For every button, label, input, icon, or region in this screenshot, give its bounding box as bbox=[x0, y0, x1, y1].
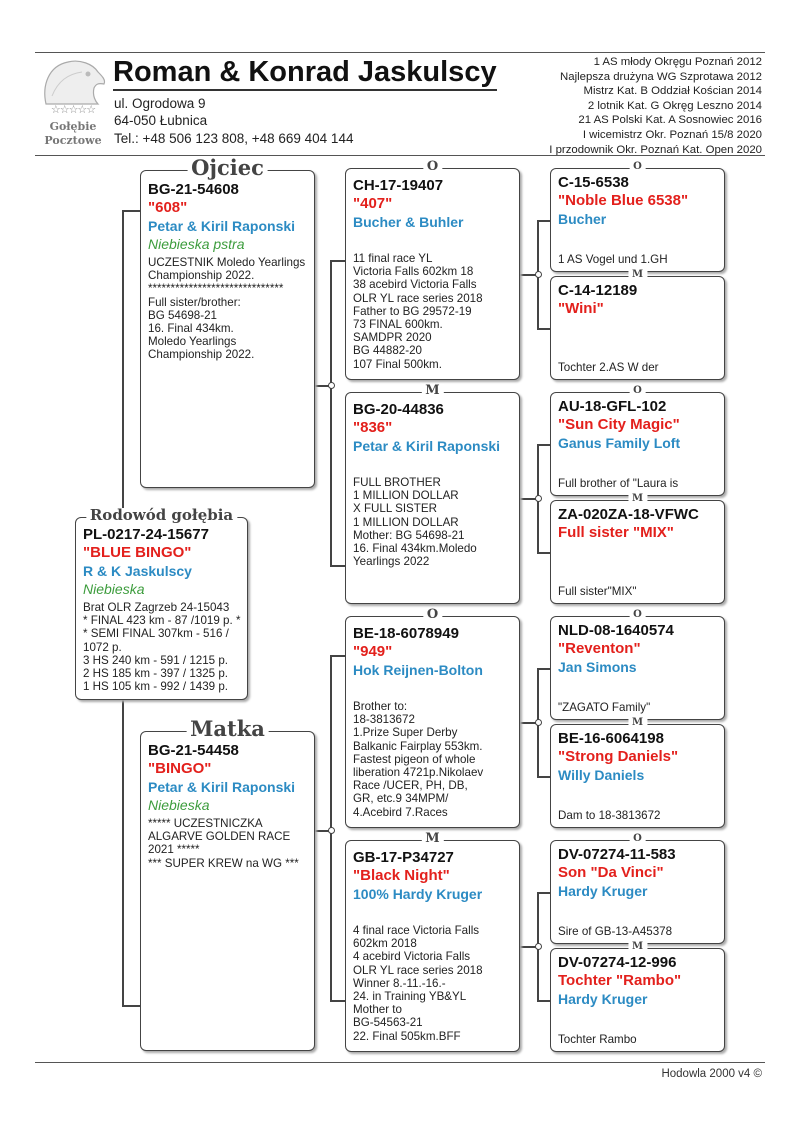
connector-node bbox=[535, 271, 542, 278]
ring-number: DV-07274-12-996 bbox=[558, 954, 677, 971]
note-line: 73 FINAL 600km. bbox=[353, 318, 443, 332]
connector-line bbox=[330, 565, 345, 567]
award-line: 21 AS Polski Kat. A Sosnowiec 2016 bbox=[578, 114, 762, 127]
connector-line bbox=[122, 210, 140, 212]
address-street: ul. Ogrodowa 9 bbox=[114, 96, 206, 111]
connector-node bbox=[535, 943, 542, 950]
pigeon-name: "Sun City Magic" bbox=[558, 416, 680, 433]
box-label: M bbox=[628, 494, 647, 504]
feather-color: Niebieska pstra bbox=[148, 236, 245, 252]
box-label: O bbox=[629, 834, 646, 844]
pigeon-name: "608" bbox=[148, 199, 188, 216]
connector-line bbox=[122, 1005, 140, 1007]
note-line: 4 acebird Victoria Falls bbox=[353, 950, 471, 964]
ring-number: AU-18-GFL-102 bbox=[558, 398, 667, 415]
note-line: 1072 p. bbox=[83, 640, 122, 654]
note-line: 4.Acebird 7.Races bbox=[353, 805, 448, 819]
header-divider bbox=[35, 155, 765, 156]
connector-node bbox=[328, 382, 335, 389]
note-line: Fastest pigeon of whole bbox=[353, 752, 476, 766]
connector-line bbox=[537, 892, 550, 894]
note-line: 11 final race YL bbox=[353, 252, 433, 265]
note-line: GR, etc.9 34MPM/ bbox=[353, 792, 449, 806]
owner-name: 100% Hardy Kruger bbox=[353, 886, 483, 902]
logo-text-line1: Gołębie bbox=[49, 120, 97, 133]
ring-number: BE-16-6064198 bbox=[558, 730, 664, 747]
connector-line bbox=[330, 260, 332, 565]
grandparent-card bbox=[345, 168, 520, 380]
award-line: 1 AS młody Okręgu Poznań 2012 bbox=[593, 56, 762, 68]
note-line: *** SUPER KREW na WG *** bbox=[148, 856, 299, 870]
connector-line bbox=[537, 1000, 550, 1002]
box-label: Ojciec bbox=[187, 157, 268, 178]
connector-line bbox=[330, 1000, 345, 1002]
note-line: Balkanic Fairplay 553km. bbox=[353, 739, 483, 753]
note-line: ALGARVE GOLDEN RACE bbox=[148, 830, 291, 844]
connector-line bbox=[537, 444, 550, 446]
ring-number: PL-0217-24-15677 bbox=[83, 526, 209, 543]
great-grandparent-card bbox=[550, 616, 725, 720]
ring-number: NLD-08-1640574 bbox=[558, 622, 674, 639]
ring-number: C-15-6538 bbox=[558, 174, 629, 191]
great-grandparent-card bbox=[550, 168, 725, 272]
note-line: Full sister/brother: bbox=[148, 295, 241, 309]
box-label: O bbox=[629, 162, 646, 172]
connector-node bbox=[535, 495, 542, 502]
note-line: X FULL SISTER bbox=[353, 502, 437, 516]
note-line: Winner 8.-11.-16.- bbox=[353, 976, 446, 990]
owner-name: Bucher & Buhler bbox=[353, 214, 464, 230]
pedigree-notes bbox=[558, 1033, 637, 1046]
award-line: I wicemistrz Okr. Poznań 15/8 2020 bbox=[582, 128, 762, 141]
box-label: O bbox=[629, 610, 646, 620]
owner-name: Petar & Kiril Raponski bbox=[148, 218, 296, 234]
note-line: Mother: BG 54698-21 bbox=[353, 528, 465, 542]
pedigree-notes bbox=[558, 477, 678, 490]
note-line: Championship 2022. bbox=[148, 348, 255, 362]
connector-line bbox=[537, 776, 550, 778]
note-line: 4 final race Victoria Falls bbox=[353, 924, 480, 937]
note-line: Victoria Falls 602km 18 bbox=[353, 265, 474, 279]
ring-number: BG-20-44836 bbox=[353, 401, 444, 418]
pigeon-name: "BLUE BINGO" bbox=[83, 544, 192, 561]
award-line: I przodownik Okr. Poznań Kat. Open 2020 bbox=[549, 143, 762, 156]
great-grandparent-card bbox=[550, 840, 725, 944]
note-line: FULL BROTHER bbox=[353, 476, 441, 489]
box-label: M bbox=[421, 384, 443, 397]
note-line: Brother to: bbox=[353, 700, 408, 713]
pigeon-name: "BINGO" bbox=[148, 760, 212, 777]
box-label: O bbox=[423, 608, 442, 621]
ring-number: ZA-020ZA-18-VFWC bbox=[558, 506, 699, 523]
owner-name bbox=[558, 542, 718, 560]
box-label: O bbox=[423, 160, 442, 173]
pedigree-notes bbox=[558, 585, 636, 598]
pedigree-notes bbox=[83, 601, 241, 693]
great-grandparent-card bbox=[550, 500, 725, 604]
owner-name: Petar & Kiril Raponski bbox=[353, 438, 501, 454]
owner-name bbox=[558, 318, 718, 336]
note-line: 1 MILLION DOLLAR bbox=[353, 489, 459, 503]
note-line: SAMDPR 2020 bbox=[353, 331, 432, 345]
note-line: 38 acebird Victoria Falls bbox=[353, 278, 477, 292]
phone-numbers: Tel.: +48 506 123 808, +48 669 404 144 bbox=[114, 131, 354, 146]
award-line: Najlepsza drużyna WG Szprotawa 2012 bbox=[560, 70, 762, 83]
awards-list bbox=[549, 55, 762, 157]
note-line: UCZESTNIK Moledo Yearlings bbox=[148, 256, 306, 269]
box-label: M bbox=[628, 718, 647, 728]
feather-color: Niebieska bbox=[148, 797, 210, 813]
box-label: M bbox=[421, 832, 443, 845]
connector-line bbox=[537, 668, 550, 670]
top-divider bbox=[35, 52, 765, 53]
owner-name: Ganus Family Loft bbox=[558, 435, 681, 451]
pigeon-name: Full sister "MIX" bbox=[558, 524, 674, 541]
connector-line bbox=[330, 260, 345, 262]
connector-line bbox=[537, 220, 550, 222]
note-line: ***** UCZESTNICZKA bbox=[148, 817, 263, 830]
address-city: 64-050 Łubnica bbox=[114, 113, 208, 128]
great-grandparent-card bbox=[550, 948, 725, 1052]
note-line: Yearlings 2022 bbox=[353, 555, 430, 569]
note-line: 1 MILLION DOLLAR bbox=[353, 515, 459, 529]
box-label: O bbox=[629, 386, 646, 396]
note-line: 16. Final 434km.Moledo bbox=[353, 542, 477, 556]
note-line: 16. Final 434km. bbox=[148, 322, 234, 336]
award-line: Mistrz Kat. B Oddział Kościan 2014 bbox=[583, 85, 762, 98]
sire-card bbox=[140, 170, 315, 488]
pigeon-name: "Reventon" bbox=[558, 640, 641, 657]
pedigree-notes bbox=[558, 701, 650, 714]
owner-name: Hardy Kruger bbox=[558, 991, 648, 1007]
ring-number: BG-21-54608 bbox=[148, 181, 239, 198]
note-line: Moledo Yearlings bbox=[148, 335, 237, 349]
connector-line bbox=[537, 328, 550, 330]
note-line: Dam to 18-3813672 bbox=[558, 808, 661, 822]
pedigree-notes bbox=[353, 924, 513, 1043]
note-line: * FINAL 423 km - 87 /1019 p. * bbox=[83, 614, 241, 628]
note-line: BG 44882-20 bbox=[353, 344, 422, 358]
note-line: Championship 2022. bbox=[148, 269, 255, 283]
logo-text-line2: Pocztowe bbox=[44, 134, 102, 147]
ring-number: BE-18-6078949 bbox=[353, 625, 459, 642]
owner-name: Bucher bbox=[558, 211, 607, 227]
note-line: Race /UCER, PH, DB, bbox=[353, 779, 468, 793]
great-grandparent-card bbox=[550, 724, 725, 828]
note-line: BG-54563-21 bbox=[353, 1016, 423, 1030]
note-line: "ZAGATO Family" bbox=[558, 700, 651, 714]
note-line: 1 AS Vogel und 1.GH bbox=[558, 252, 668, 266]
pigeon-name: "407" bbox=[353, 195, 393, 212]
pedigree-notes bbox=[148, 256, 308, 362]
connector-node bbox=[535, 719, 542, 726]
ring-number: BG-21-54458 bbox=[148, 742, 239, 759]
great-grandparent-card bbox=[550, 276, 725, 380]
box-label: Matka bbox=[186, 718, 269, 739]
pedigree-notes bbox=[558, 253, 668, 266]
connector-line bbox=[537, 552, 550, 554]
pigeon-name: "Strong Daniels" bbox=[558, 748, 679, 765]
note-line: 2021 ***** bbox=[148, 843, 200, 857]
owner-name: Hardy Kruger bbox=[558, 883, 648, 899]
owner-name: R & K Jaskulscy bbox=[83, 563, 192, 579]
footer-divider bbox=[35, 1062, 765, 1063]
ring-number: GB-17-P34727 bbox=[353, 849, 454, 866]
pigeon-name: "Black Night" bbox=[353, 867, 450, 884]
ring-number: DV-07274-11-583 bbox=[558, 846, 676, 863]
dam-card bbox=[140, 731, 315, 1051]
note-line: Sire of GB-13-A45378 bbox=[558, 924, 673, 938]
owner-name: Jan Simons bbox=[558, 659, 637, 675]
note-line: Full sister"MIX" bbox=[558, 584, 637, 598]
pedigree-notes bbox=[353, 700, 513, 819]
footer-credit: Hodowla 2000 v4 © bbox=[661, 1068, 762, 1080]
pigeon-name: Son "Da Vinci" bbox=[558, 864, 664, 881]
note-line: BG 54698-21 bbox=[148, 308, 217, 322]
owner-name: Hok Reijnen-Bolton bbox=[353, 662, 483, 678]
note-line: Father to BG 29572-19 bbox=[353, 304, 472, 318]
ring-number: C-14-12189 bbox=[558, 282, 638, 299]
great-grandparent-card bbox=[550, 392, 725, 496]
pigeon-name: Tochter "Rambo" bbox=[558, 972, 682, 989]
note-line: 24. in Training YB&YL bbox=[353, 990, 467, 1004]
note-line: 3 HS 240 km - 591 / 1215 p. bbox=[83, 653, 229, 667]
note-line: 22. Final 505km.BFF bbox=[353, 1029, 461, 1043]
connector-line bbox=[330, 655, 345, 657]
connector-node bbox=[328, 827, 335, 834]
note-line: Full brother of "Laura is bbox=[558, 476, 679, 490]
pigeon-name: "Wini" bbox=[558, 300, 604, 317]
grandparent-card bbox=[345, 392, 520, 604]
feather-color: Niebieska bbox=[83, 581, 145, 597]
pigeon-name: "Noble Blue 6538" bbox=[558, 192, 689, 209]
pedigree-notes bbox=[148, 817, 308, 870]
pedigree-notes bbox=[558, 361, 659, 374]
note-line: Tochter 2.AS W der bbox=[558, 360, 659, 374]
note-line: 1.Prize Super Derby bbox=[353, 726, 458, 740]
logo bbox=[36, 56, 110, 152]
subject-pigeon-card bbox=[75, 517, 248, 700]
note-line: Tochter Rambo bbox=[558, 1032, 637, 1046]
note-line: OLR YL race series 2018 bbox=[353, 963, 483, 977]
ring-number: CH-17-19407 bbox=[353, 177, 444, 194]
logo-stars: ☆☆☆☆☆ bbox=[50, 104, 96, 116]
note-line: 2 HS 185 km - 397 / 1325 p. bbox=[83, 667, 229, 681]
grandparent-card bbox=[345, 616, 520, 828]
box-label: M bbox=[628, 270, 647, 280]
note-line: OLR YL race series 2018 bbox=[353, 291, 483, 305]
note-line: 602km 2018 bbox=[353, 937, 417, 951]
award-line: 2 lotnik Kat. G Okręg Leszno 2014 bbox=[587, 99, 762, 112]
pedigree-notes bbox=[353, 252, 513, 371]
pedigree-notes bbox=[558, 809, 660, 822]
owner-name: Petar & Kiril Raponski bbox=[148, 779, 296, 795]
note-line: liberation 4721p.Nikolaev bbox=[353, 766, 484, 780]
breeder-title: Roman & Konrad Jaskulscy bbox=[113, 56, 497, 91]
pigeon-head-icon bbox=[38, 56, 108, 106]
note-line: Mother to bbox=[353, 1003, 402, 1017]
owner-name: Willy Daniels bbox=[558, 767, 645, 783]
box-label: M bbox=[628, 942, 647, 952]
pedigree-notes bbox=[353, 476, 513, 568]
note-line: 18-3813672 bbox=[353, 713, 415, 727]
box-label: Rodowód gołębia bbox=[86, 508, 237, 523]
note-line: 107 Final 500km. bbox=[353, 357, 442, 371]
note-line: Brat OLR Zagrzeb 24-15043 bbox=[83, 601, 230, 614]
grandparent-card bbox=[345, 840, 520, 1052]
note-line: * SEMI FINAL 307km - 516 / bbox=[83, 627, 229, 641]
note-line: 1 HS 105 km - 992 / 1439 p. bbox=[83, 680, 229, 694]
pigeon-name: "836" bbox=[353, 419, 393, 436]
pigeon-name: "949" bbox=[353, 643, 393, 660]
note-line: ****************************** bbox=[148, 282, 284, 296]
pedigree-notes bbox=[558, 925, 672, 938]
